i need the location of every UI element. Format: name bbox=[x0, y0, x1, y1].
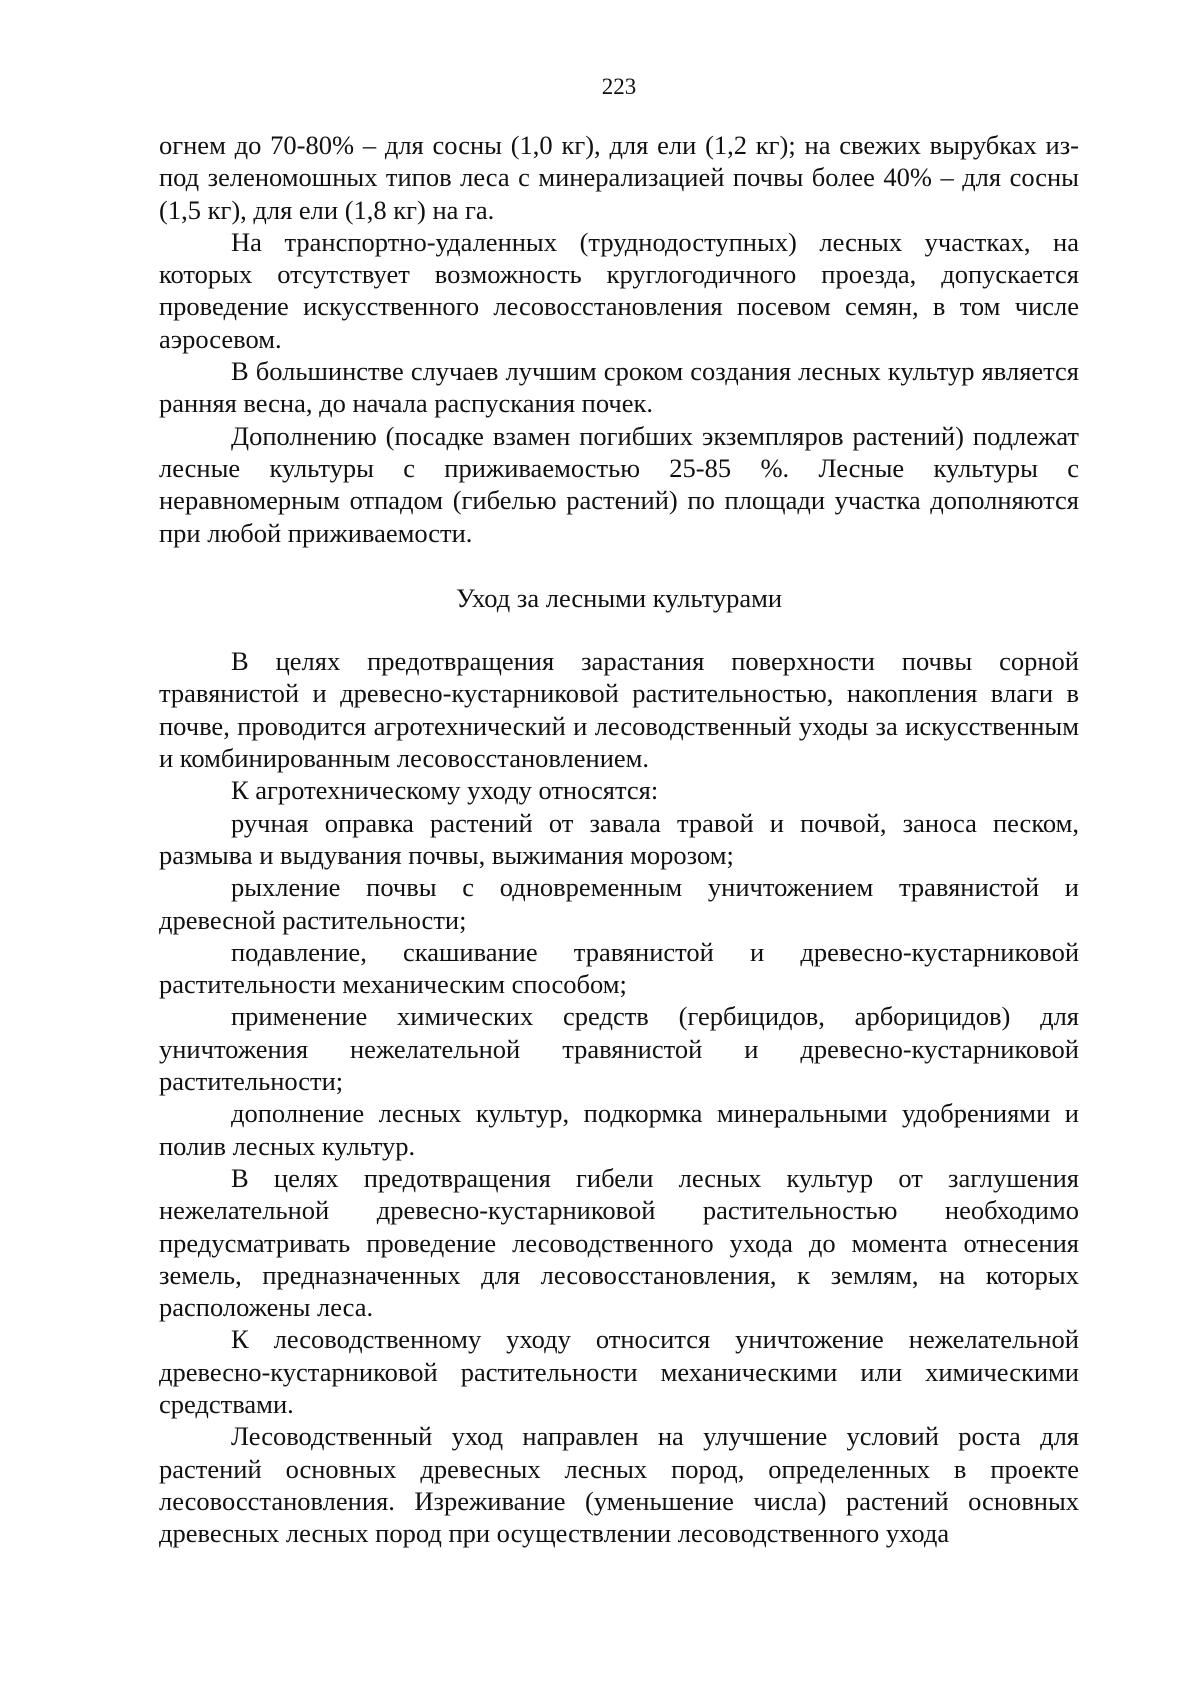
paragraph: К лесоводственному уходу относится уничтожение нежелательной древесно-кустарниковой растительности механическими или химическими средствами. bbox=[159, 1324, 1079, 1419]
paragraph: Лесоводственный уход направлен на улучшение условий роста для растений основных древесных лесных пород, определенных в проекте лесовосстановления. Изреживание (уменьшение числа) растений основных древесных лесных пород при осуществлении лесоводственного ухода bbox=[159, 1421, 1079, 1549]
paragraph: В целях предотвращения зарастания поверхности почвы сорной травянистой и древесно-кустарниковой растительностью, накопления влаги в почве, проводится агротехнический и лесоводственный уходы за искусственным и комбинированным лесовосстановлением. bbox=[159, 646, 1079, 774]
paragraph: К агротехническому уходу относятся: bbox=[231, 775, 659, 806]
paragraph: На транспортно-удаленных (труднодоступных) лесных участках, на которых отсутствует возможность круглогодичного проезда, допускается проведение искусственного лесовосстановления посевом семян, в том числе аэросевом. bbox=[159, 226, 1079, 354]
paragraph: огнем до 70-80% – для сосны (1,0 кг), для ели (1,2 кг); на свежих вырубках из-под зеленомошных типов леса с минерализацией почвы более 40% – для сосны (1,5 кг), для ели (1,8 кг) на га. bbox=[159, 130, 1079, 225]
list-item: применение химических средств (гербицидов, арборицидов) для уничтожения нежелательной травянистой и древесно-кустарниковой растительности; bbox=[159, 1001, 1079, 1097]
paragraph: В большинстве случаев лучшим сроком создания лесных культур является ранняя весна, до начала распускания почек. bbox=[159, 356, 1079, 419]
paragraph: Дополнению (посадке взамен погибших экземпляров растений) подлежат лесные культуры с приживаемостью 25-85 %. Лесные культуры с неравномерным отпадом (гибелью растений) по площади участка дополняются при любой приживаемости. bbox=[159, 420, 1079, 548]
list-item: дополнение лесных культур, подкормка минеральными удобрениями и полив лесных культур. bbox=[159, 1098, 1079, 1161]
list-item: ручная оправка растений от завала травой и почвой, заноса песком, размыва и выдувания почвы, выжимания морозом; bbox=[159, 807, 1079, 870]
body-text bbox=[159, 129, 1079, 1549]
page-number: 223 bbox=[601, 74, 637, 99]
paragraph: В целях предотвращения гибели лесных культур от заглушения нежелательной древесно-кустарниковой растительностью необходимо предусматривать проведение лесоводственного ухода до момента отнесения земель, предназначенных для лесовосстановления, к землям, на которых расположены леса. bbox=[159, 1162, 1079, 1323]
list-item: подавление, скашивание травянистой и древесно-кустарниковой растительности механическим способом; bbox=[159, 936, 1079, 1000]
section-heading: Уход за лесными культурами bbox=[455, 582, 783, 613]
list-item: рыхление почвы с одновременным уничтожением травянистой и древесной растительности; bbox=[159, 872, 1079, 935]
